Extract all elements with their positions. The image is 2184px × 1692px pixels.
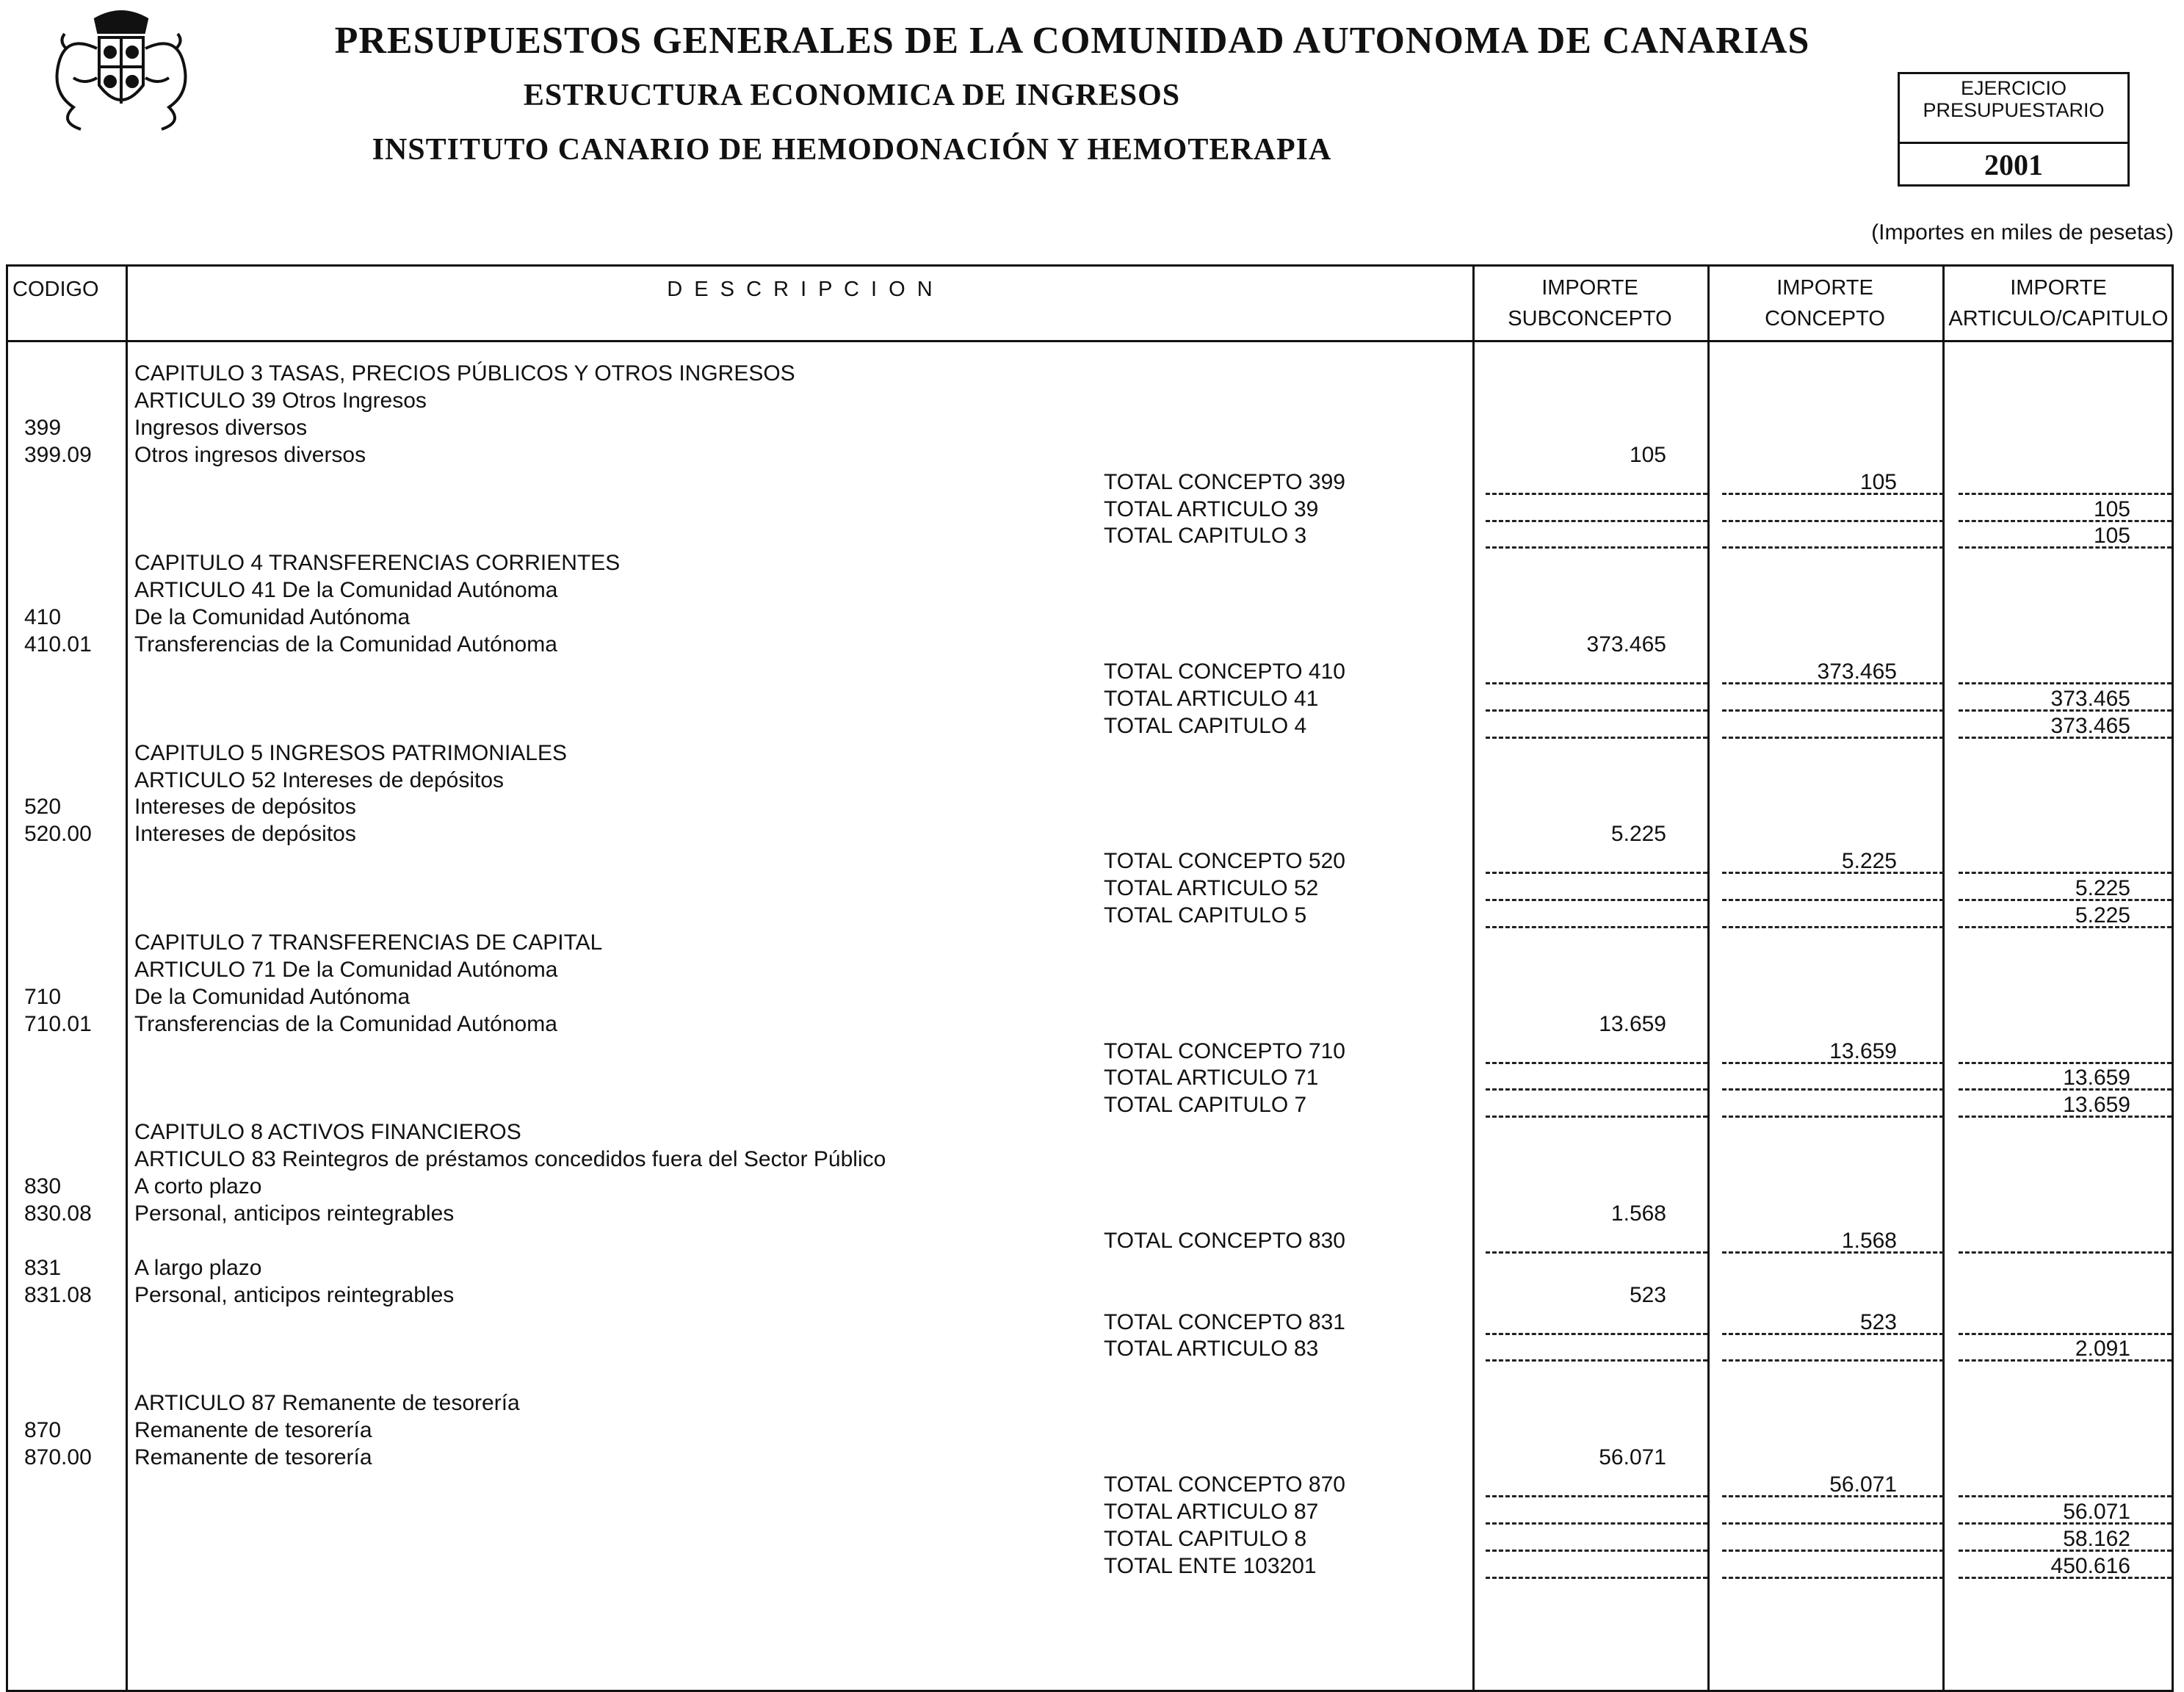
row-importe-concepto: 523: [1859, 1309, 1897, 1334]
row-description: ARTICULO 39 Otros Ingresos: [134, 388, 427, 413]
row-importe-articulo: 105: [2093, 496, 2130, 521]
col-header-subconcepto-line1: IMPORTE: [1541, 276, 1638, 300]
row-total-label: TOTAL ARTICULO 39: [1104, 496, 1319, 521]
row-importe-concepto: 5.225: [1841, 849, 1897, 874]
row-importe-subconcepto: 56.071: [1599, 1445, 1666, 1469]
dotted-rule: [1959, 1522, 2172, 1525]
row-importe-articulo: 5.225: [2075, 876, 2130, 901]
row-code: 399.09: [24, 442, 92, 467]
row-description: ARTICULO 83 Reintegros de préstamos concedidos fuera del Sector Público: [134, 1147, 886, 1172]
col-header-concepto: [1707, 272, 1942, 334]
ejercicio-label: [1900, 77, 2127, 121]
ejercicio-label-line2: PRESUPUESTARIO: [1923, 99, 2105, 121]
dotted-rule: [1486, 1251, 1707, 1254]
dotted-rule: [1486, 872, 1707, 874]
row-importe-articulo: 58.162: [2063, 1526, 2130, 1551]
dotted-rule: [1486, 1522, 1707, 1525]
col-header-subconcepto: [1472, 272, 1707, 334]
dotted-rule: [1722, 737, 1944, 739]
dotted-rule: [1486, 899, 1707, 901]
row-description: CAPITULO 3 TASAS, PRECIOS PÚBLICOS Y OTROS INGRESOS: [134, 361, 795, 386]
dotted-rule: [1722, 1550, 1944, 1552]
row-description: CAPITULO 5 INGRESOS PATRIMONIALES: [134, 740, 568, 765]
row-importe-concepto: 105: [1859, 469, 1897, 494]
row-importe-concepto: 13.659: [1829, 1038, 1897, 1063]
dotted-rule: [1722, 682, 1944, 684]
row-code: 830: [24, 1174, 62, 1198]
row-description: Personal, anticipos reintegrables: [134, 1282, 455, 1307]
row-total-label: TOTAL CONCEPTO 710: [1104, 1038, 1345, 1063]
dotted-rule: [1959, 1116, 2172, 1118]
dotted-rule: [1959, 1062, 2172, 1064]
row-description: ARTICULO 52 Intereses de depósitos: [134, 767, 505, 792]
dotted-rule: [1722, 1116, 1944, 1118]
row-code: 399: [24, 415, 62, 440]
row-importe-articulo: 105: [2093, 524, 2130, 549]
ejercicio-box: [1898, 72, 2130, 187]
dotted-rule: [1722, 1522, 1944, 1525]
row-total-label: TOTAL CAPITULO 7: [1104, 1093, 1307, 1118]
col-header-codigo: CODIGO: [12, 278, 99, 301]
dotted-rule: [1486, 1577, 1707, 1579]
dotted-rule: [1959, 1550, 2172, 1552]
dotted-rule: [1486, 1359, 1707, 1362]
row-description: Remanente de tesorería: [134, 1418, 372, 1443]
dotted-rule: [1486, 682, 1707, 684]
row-description: De la Comunidad Autónoma: [134, 984, 411, 1009]
row-description: A largo plazo: [134, 1255, 262, 1280]
row-total-label: TOTAL ARTICULO 52: [1104, 876, 1319, 901]
row-importe-concepto: 56.071: [1829, 1472, 1897, 1497]
row-description: Personal, anticipos reintegrables: [134, 1201, 455, 1226]
dotted-rule: [1722, 546, 1944, 549]
row-code: 830.08: [24, 1201, 92, 1226]
col-header-concepto-line2: CONCEPTO: [1765, 307, 1885, 330]
dotted-rule: [1486, 1495, 1707, 1497]
row-description: Otros ingresos diversos: [134, 442, 366, 467]
dotted-rule: [1959, 872, 2172, 874]
dotted-rule: [1959, 1333, 2172, 1335]
dotted-rule: [1722, 1495, 1944, 1497]
row-total-label: TOTAL ARTICULO 71: [1104, 1066, 1319, 1091]
dotted-rule: [1722, 520, 1944, 522]
col-header-articulo-line1: IMPORTE: [2010, 276, 2107, 300]
dotted-rule: [1722, 1359, 1944, 1362]
col-header-descripcion: D E S C R I P C I O N: [667, 278, 936, 301]
row-total-label: TOTAL CAPITULO 3: [1104, 524, 1307, 549]
row-total-label: TOTAL ENTE 103201: [1104, 1553, 1317, 1578]
dotted-rule: [1722, 709, 1944, 712]
budget-year: 2001: [1984, 148, 2043, 181]
row-total-label: TOTAL CAPITULO 5: [1104, 903, 1307, 928]
row-description: De la Comunidad Autónoma: [134, 605, 411, 630]
dotted-rule: [1959, 1359, 2172, 1362]
row-description: Transferencias de la Comunidad Autónoma: [134, 1011, 557, 1036]
row-importe-articulo: 13.659: [2063, 1093, 2130, 1118]
row-total-label: TOTAL CONCEPTO 520: [1104, 849, 1345, 874]
dotted-rule: [1959, 926, 2172, 928]
row-description: CAPITULO 7 TRANSFERENCIAS DE CAPITAL: [134, 930, 603, 955]
row-code: 710.01: [24, 1011, 92, 1036]
row-importe-articulo: 373.465: [2050, 713, 2130, 738]
row-importe-concepto: 1.568: [1841, 1228, 1897, 1253]
row-importe-concepto: 373.465: [1817, 659, 1897, 684]
row-description: Ingresos diversos: [134, 415, 308, 440]
dotted-rule: [1959, 737, 2172, 739]
dotted-rule: [1722, 926, 1944, 928]
dotted-rule: [1959, 546, 2172, 549]
row-description: CAPITULO 8 ACTIVOS FINANCIEROS: [134, 1120, 521, 1145]
col-header-subconcepto-line2: SUBCONCEPTO: [1508, 307, 1672, 330]
row-importe-articulo: 56.071: [2063, 1499, 2130, 1524]
units-note: (Importes en miles de pesetas): [1871, 220, 2174, 245]
row-code: 831: [24, 1255, 62, 1280]
row-total-label: TOTAL CONCEPTO 831: [1104, 1309, 1345, 1334]
row-code: 870: [24, 1418, 62, 1443]
dotted-rule: [1486, 926, 1707, 928]
dotted-rule: [1722, 872, 1944, 874]
dotted-rule: [1486, 1062, 1707, 1064]
dotted-rule: [1959, 493, 2172, 495]
col-header-articulo-capitulo: [1942, 272, 2174, 334]
row-code: 831.08: [24, 1282, 92, 1307]
row-importe-articulo: 450.616: [2050, 1553, 2130, 1578]
row-code: 710: [24, 984, 62, 1009]
dotted-rule: [1722, 493, 1944, 495]
row-code: 410: [24, 605, 62, 630]
row-importe-subconcepto: 523: [1629, 1282, 1666, 1307]
document-title: PRESUPUESTOS GENERALES DE LA COMUNIDAD AUTONOMA DE CANARIAS: [334, 20, 1810, 62]
dotted-rule: [1486, 520, 1707, 522]
ejercicio-label-line1: EJERCICIO: [1960, 77, 2067, 99]
dotted-rule: [1959, 1251, 2172, 1254]
row-description: Intereses de depósitos: [134, 822, 356, 847]
row-code: 410.01: [24, 632, 92, 657]
col-header-concepto-line1: IMPORTE: [1776, 276, 1873, 300]
dotted-rule: [1959, 899, 2172, 901]
row-code: 520.00: [24, 822, 92, 847]
row-importe-subconcepto: 105: [1629, 442, 1666, 467]
dotted-rule: [1486, 493, 1707, 495]
entity-name: INSTITUTO CANARIO DE HEMODONACIÓN Y HEMOTERAPIA: [372, 133, 1332, 167]
row-total-label: TOTAL ARTICULO 83: [1104, 1337, 1319, 1362]
dotted-rule: [1959, 1495, 2172, 1497]
row-total-label: TOTAL ARTICULO 41: [1104, 686, 1319, 711]
dotted-rule: [1722, 1333, 1944, 1335]
row-importe-articulo: 13.659: [2063, 1066, 2130, 1091]
dotted-rule: [1959, 520, 2172, 522]
row-description: Transferencias de la Comunidad Autónoma: [134, 632, 557, 657]
dotted-rule: [1486, 737, 1707, 739]
row-importe-subconcepto: 373.465: [1586, 632, 1666, 657]
row-importe-subconcepto: 1.568: [1610, 1201, 1666, 1226]
row-description: ARTICULO 71 De la Comunidad Autónoma: [134, 957, 558, 982]
row-total-label: TOTAL CONCEPTO 410: [1104, 659, 1345, 684]
row-description: CAPITULO 4 TRANSFERENCIAS CORRIENTES: [134, 551, 621, 576]
document-subtitle: ESTRUCTURA ECONOMICA DE INGRESOS: [523, 79, 1181, 112]
budget-table: [6, 264, 2174, 1692]
row-total-label: TOTAL ARTICULO 87: [1104, 1499, 1319, 1524]
row-total-label: TOTAL CONCEPTO 399: [1104, 469, 1345, 494]
dotted-rule: [1959, 709, 2172, 712]
dotted-rule: [1722, 1251, 1944, 1254]
row-total-label: TOTAL CAPITULO 8: [1104, 1526, 1307, 1551]
coat-of-arms-icon: [44, 4, 198, 137]
dotted-rule: [1722, 1062, 1944, 1064]
row-importe-subconcepto: 13.659: [1599, 1011, 1666, 1036]
row-description: ARTICULO 41 De la Comunidad Autónoma: [134, 578, 558, 603]
dotted-rule: [1959, 1577, 2172, 1579]
dotted-rule: [1486, 1550, 1707, 1552]
col-header-articulo-line2: ARTICULO/CAPITULO: [1948, 307, 2169, 330]
dotted-rule: [1486, 1116, 1707, 1118]
dotted-rule: [1486, 546, 1707, 549]
row-importe-articulo: 373.465: [2050, 686, 2130, 711]
dotted-rule: [1722, 1577, 1944, 1579]
row-importe-articulo: 5.225: [2075, 903, 2130, 928]
dotted-rule: [1486, 1333, 1707, 1335]
row-total-label: TOTAL CONCEPTO 870: [1104, 1472, 1345, 1497]
dotted-rule: [1486, 709, 1707, 712]
row-description: Remanente de tesorería: [134, 1445, 372, 1469]
row-total-label: TOTAL CAPITULO 4: [1104, 713, 1307, 738]
row-importe-subconcepto: 5.225: [1610, 822, 1666, 847]
dotted-rule: [1959, 682, 2172, 684]
row-code: 870.00: [24, 1445, 92, 1469]
row-importe-articulo: 2.091: [2075, 1337, 2130, 1362]
row-total-label: TOTAL CONCEPTO 830: [1104, 1228, 1345, 1253]
row-description: ARTICULO 87 Remanente de tesorería: [134, 1391, 520, 1416]
dotted-rule: [1722, 899, 1944, 901]
row-code: 520: [24, 795, 62, 820]
dotted-rule: [1722, 1088, 1944, 1091]
dotted-rule: [1486, 1088, 1707, 1091]
row-description: A corto plazo: [134, 1174, 262, 1198]
row-description: Intereses de depósitos: [134, 795, 356, 820]
dotted-rule: [1959, 1088, 2172, 1091]
